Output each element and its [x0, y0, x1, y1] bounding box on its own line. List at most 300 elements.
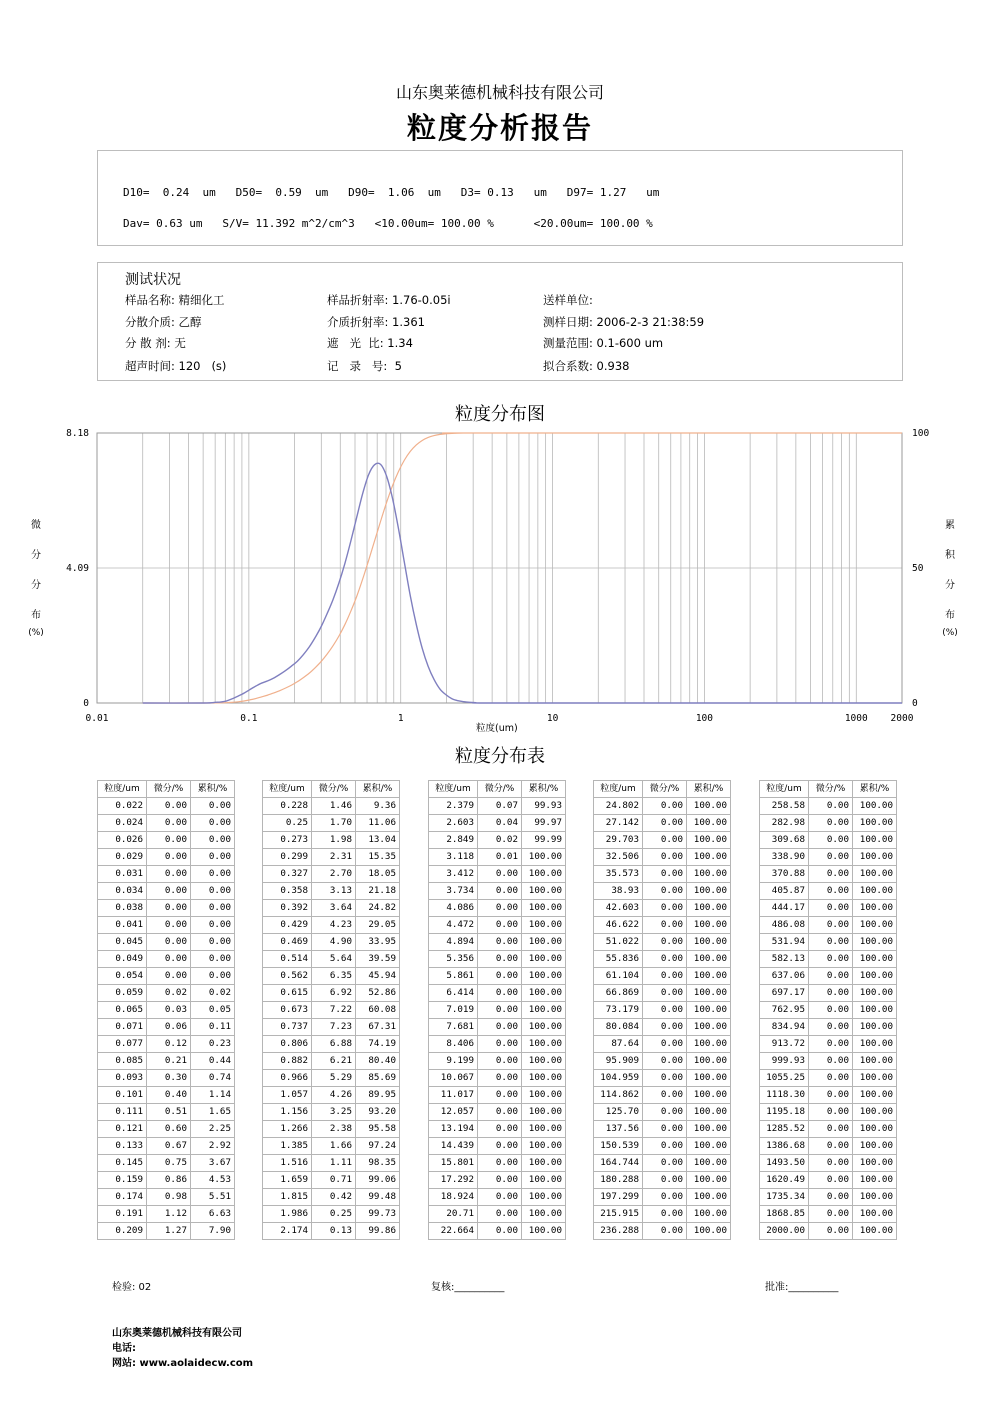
- cumulative-cell: 100.00: [687, 798, 731, 815]
- cumulative-cell: 100.00: [687, 900, 731, 917]
- size-cell: 17.292: [429, 1172, 478, 1189]
- distribution-table-3: [428, 780, 566, 1240]
- size-cell: 0.514: [263, 951, 312, 968]
- table-row: [594, 1223, 731, 1240]
- cumulative-cell: 0.00: [191, 883, 235, 900]
- differential-cell: 0.00: [147, 849, 191, 866]
- table-row: [760, 951, 897, 968]
- size-cell: 7.681: [429, 1019, 478, 1036]
- differential-cell: 0.86: [147, 1172, 191, 1189]
- differential-cell: 0.00: [643, 1002, 687, 1019]
- differential-cell: 0.00: [478, 1138, 522, 1155]
- cumulative-cell: 67.31: [356, 1019, 400, 1036]
- differential-cell: 0.00: [147, 917, 191, 934]
- size-cell: 0.429: [263, 917, 312, 934]
- cumulative-cell: 100.00: [687, 1138, 731, 1155]
- differential-cell: 0.00: [809, 849, 853, 866]
- size-cell: 0.882: [263, 1053, 312, 1070]
- cumulative-cell: 100.00: [853, 1223, 897, 1240]
- cumulative-cell: 100.00: [853, 900, 897, 917]
- cumulative-cell: 100.00: [853, 1070, 897, 1087]
- cumulative-cell: 100.00: [853, 883, 897, 900]
- table-header-cell: 粒度/um: [760, 781, 809, 798]
- size-cell: 1493.50: [760, 1155, 809, 1172]
- cond-record: 记 录 号: 5: [327, 359, 402, 373]
- summary-line-2: Dav= 0.63 um S/V= 11.392 m^2/cm^3 <10.00um= 100.00 % <20.00um= 100.00 %: [123, 217, 653, 230]
- size-cell: 15.801: [429, 1155, 478, 1172]
- cumulative-cell: 74.19: [356, 1036, 400, 1053]
- differential-cell: 0.00: [478, 866, 522, 883]
- differential-cell: 4.90: [312, 934, 356, 951]
- table-row: [429, 1104, 566, 1121]
- size-cell: 0.133: [98, 1138, 147, 1155]
- differential-cell: 3.13: [312, 883, 356, 900]
- cumulative-cell: 100.00: [853, 1104, 897, 1121]
- cumulative-cell: 0.00: [191, 849, 235, 866]
- table-row: [429, 1053, 566, 1070]
- table-row: [429, 815, 566, 832]
- differential-cell: 0.00: [643, 1036, 687, 1053]
- size-cell: 1.516: [263, 1155, 312, 1172]
- left-ylabel-4: 布: [31, 610, 41, 621]
- size-cell: 73.179: [594, 1002, 643, 1019]
- right-ylabel-5: (%): [942, 628, 958, 638]
- cumulative-cell: 100.00: [522, 985, 566, 1002]
- table-row: [594, 1121, 731, 1138]
- differential-cell: 0.00: [643, 1121, 687, 1138]
- size-cell: 215.915: [594, 1206, 643, 1223]
- size-cell: 35.573: [594, 866, 643, 883]
- table-header-row: [429, 781, 566, 798]
- distribution-table-1: [97, 780, 235, 1240]
- size-cell: 2.849: [429, 832, 478, 849]
- table-header-cell: 累积/%: [522, 781, 566, 798]
- table-row: [98, 798, 235, 815]
- differential-cell: 0.00: [478, 1121, 522, 1138]
- table-row: [98, 951, 235, 968]
- differential-cell: 0.00: [478, 1036, 522, 1053]
- cumulative-cell: 100.00: [853, 1053, 897, 1070]
- cumulative-cell: 89.95: [356, 1087, 400, 1104]
- differential-cell: 0.00: [643, 900, 687, 917]
- cumulative-cell: 29.05: [356, 917, 400, 934]
- cumulative-cell: 11.06: [356, 815, 400, 832]
- size-cell: 42.603: [594, 900, 643, 917]
- differential-cell: 2.31: [312, 849, 356, 866]
- size-cell: 0.085: [98, 1053, 147, 1070]
- table-row: [429, 798, 566, 815]
- differential-cell: 4.26: [312, 1087, 356, 1104]
- cumulative-cell: 13.04: [356, 832, 400, 849]
- table-row: [263, 1206, 400, 1223]
- size-cell: 0.191: [98, 1206, 147, 1223]
- table-row: [98, 815, 235, 832]
- table-row: [98, 832, 235, 849]
- size-cell: 9.199: [429, 1053, 478, 1070]
- size-cell: 80.084: [594, 1019, 643, 1036]
- cond-date: 测样日期: 2006-2-3 21:38:59: [543, 315, 705, 329]
- table-row: [263, 1121, 400, 1138]
- cumulative-cell: 39.59: [356, 951, 400, 968]
- right-y-tick-label: 50: [912, 563, 924, 574]
- differential-cell: 0.00: [478, 1087, 522, 1104]
- table-row: [429, 1002, 566, 1019]
- left-ylabel-1: 微: [31, 520, 41, 531]
- cond-range: 测量范围: 0.1-600 um: [543, 336, 664, 350]
- table-row: [760, 917, 897, 934]
- inspector-field: 检验: 02: [112, 1282, 152, 1293]
- differential-cell: 0.00: [809, 1019, 853, 1036]
- table-row: [760, 815, 897, 832]
- cumulative-cell: 100.00: [522, 1172, 566, 1189]
- size-cell: 6.414: [429, 985, 478, 1002]
- table-row: [429, 1189, 566, 1206]
- table-row: [594, 917, 731, 934]
- size-cell: 370.88: [760, 866, 809, 883]
- table-row: [594, 934, 731, 951]
- right-y-tick-label: 100: [912, 428, 930, 439]
- table-row: [760, 1053, 897, 1070]
- cumulative-cell: 0.00: [191, 900, 235, 917]
- size-cell: 3.118: [429, 849, 478, 866]
- cumulative-cell: 100.00: [687, 1036, 731, 1053]
- table-row: [263, 1053, 400, 1070]
- table-row: [98, 849, 235, 866]
- size-cell: 0.392: [263, 900, 312, 917]
- size-cell: 0.031: [98, 866, 147, 883]
- cond-medium-ri: 介质折射率: 1.361: [327, 315, 425, 329]
- table-row: [263, 917, 400, 934]
- size-cell: 913.72: [760, 1036, 809, 1053]
- size-cell: 0.026: [98, 832, 147, 849]
- cumulative-cell: 100.00: [522, 1019, 566, 1036]
- differential-cell: 0.00: [643, 985, 687, 1002]
- cumulative-cell: 100.00: [687, 866, 731, 883]
- differential-cell: 0.00: [478, 951, 522, 968]
- size-cell: 444.17: [760, 900, 809, 917]
- table-row: [594, 1206, 731, 1223]
- differential-cell: 0.00: [643, 866, 687, 883]
- table-row: [263, 1019, 400, 1036]
- table-row: [429, 934, 566, 951]
- cumulative-cell: 100.00: [522, 934, 566, 951]
- size-cell: 0.065: [98, 1002, 147, 1019]
- differential-cell: 0.00: [809, 951, 853, 968]
- x-tick-label: 1000: [844, 713, 868, 724]
- table-row: [263, 1172, 400, 1189]
- size-cell: 10.067: [429, 1070, 478, 1087]
- cond-obscuration: 遮 光 比: 1.34: [327, 336, 413, 350]
- size-cell: 282.98: [760, 815, 809, 832]
- cond-dispersant: 分 散 剂: 无: [125, 336, 186, 350]
- differential-cell: 3.25: [312, 1104, 356, 1121]
- size-cell: 11.017: [429, 1087, 478, 1104]
- size-cell: 0.209: [98, 1223, 147, 1240]
- table-row: [594, 798, 731, 815]
- size-cell: 0.673: [263, 1002, 312, 1019]
- footer-website: 网站: www.aolaidecw.com: [112, 1358, 254, 1369]
- table-header-cell: 粒度/um: [429, 781, 478, 798]
- differential-cell: 0.00: [809, 883, 853, 900]
- differential-cell: 0.00: [643, 849, 687, 866]
- distribution-table-2: [262, 780, 400, 1240]
- table-row: [429, 1138, 566, 1155]
- differential-cell: 1.27: [147, 1223, 191, 1240]
- differential-cell: 0.00: [809, 1155, 853, 1172]
- cumulative-cell: 0.00: [191, 815, 235, 832]
- size-cell: 0.806: [263, 1036, 312, 1053]
- cumulative-cell: 18.05: [356, 866, 400, 883]
- cumulative-cell: 100.00: [522, 1121, 566, 1138]
- table-row: [263, 815, 400, 832]
- table-header-cell: 累积/%: [853, 781, 897, 798]
- differential-cell: 0.00: [478, 917, 522, 934]
- table-row: [594, 1002, 731, 1019]
- size-cell: 0.054: [98, 968, 147, 985]
- differential-cell: 0.00: [147, 900, 191, 917]
- cond-medium: 分散介质: 乙醇: [125, 315, 202, 329]
- size-cell: 0.121: [98, 1121, 147, 1138]
- table-row: [760, 866, 897, 883]
- differential-cell: 1.66: [312, 1138, 356, 1155]
- size-cell: 1.385: [263, 1138, 312, 1155]
- cumulative-cell: 100.00: [687, 1206, 731, 1223]
- differential-cell: 1.12: [147, 1206, 191, 1223]
- differential-cell: 0.03: [147, 1002, 191, 1019]
- cumulative-cell: 100.00: [522, 883, 566, 900]
- size-cell: 1.986: [263, 1206, 312, 1223]
- differential-cell: 0.40: [147, 1087, 191, 1104]
- differential-cell: 0.00: [478, 1053, 522, 1070]
- size-cell: 4.894: [429, 934, 478, 951]
- size-cell: 3.734: [429, 883, 478, 900]
- differential-cell: 0.75: [147, 1155, 191, 1172]
- cumulative-cell: 45.94: [356, 968, 400, 985]
- differential-cell: 0.01: [478, 849, 522, 866]
- left-ylabel-2: 分: [31, 550, 41, 561]
- table-header-cell: 微分/%: [312, 781, 356, 798]
- size-cell: 0.045: [98, 934, 147, 951]
- differential-cell: 0.00: [478, 1070, 522, 1087]
- differential-cell: 0.00: [643, 832, 687, 849]
- cumulative-cell: 100.00: [687, 815, 731, 832]
- table-header-row: [760, 781, 897, 798]
- reviewer-field: 复核:__________: [431, 1282, 505, 1293]
- table-row: [429, 1036, 566, 1053]
- differential-cell: 0.00: [643, 951, 687, 968]
- table-row: [263, 849, 400, 866]
- table-row: [429, 832, 566, 849]
- table-row: [760, 1138, 897, 1155]
- size-cell: 405.87: [760, 883, 809, 900]
- size-cell: 24.802: [594, 798, 643, 815]
- table-header-cell: 微分/%: [809, 781, 853, 798]
- cumulative-cell: 100.00: [522, 1002, 566, 1019]
- cumulative-cell: 100.00: [522, 1070, 566, 1087]
- differential-cell: 5.29: [312, 1070, 356, 1087]
- size-cell: 0.059: [98, 985, 147, 1002]
- cumulative-cell: 100.00: [687, 917, 731, 934]
- cumulative-cell: 100.00: [687, 1155, 731, 1172]
- cumulative-cell: 100.00: [687, 968, 731, 985]
- table-row: [594, 1036, 731, 1053]
- size-cell: 531.94: [760, 934, 809, 951]
- differential-cell: 1.98: [312, 832, 356, 849]
- table-header-cell: 粒度/um: [594, 781, 643, 798]
- table-row: [263, 883, 400, 900]
- size-cell: 1.815: [263, 1189, 312, 1206]
- cumulative-cell: 100.00: [522, 900, 566, 917]
- table-row: [98, 934, 235, 951]
- right-ylabel-1: 累: [945, 520, 955, 531]
- size-cell: 2000.00: [760, 1223, 809, 1240]
- size-cell: 0.174: [98, 1189, 147, 1206]
- cumulative-cell: 100.00: [853, 1019, 897, 1036]
- table-row: [429, 1087, 566, 1104]
- size-cell: 1386.68: [760, 1138, 809, 1155]
- cumulative-cell: 0.00: [191, 951, 235, 968]
- cond-sample-ri: 样品折射率: 1.76-0.05i: [327, 293, 451, 307]
- cumulative-cell: 0.00: [191, 832, 235, 849]
- table-row: [263, 934, 400, 951]
- cumulative-cell: 100.00: [687, 883, 731, 900]
- cumulative-cell: 100.00: [853, 866, 897, 883]
- cumulative-cell: 99.48: [356, 1189, 400, 1206]
- size-cell: 95.909: [594, 1053, 643, 1070]
- size-cell: 1.659: [263, 1172, 312, 1189]
- cumulative-cell: 0.00: [191, 917, 235, 934]
- cumulative-cell: 100.00: [522, 1223, 566, 1240]
- differential-cell: 4.23: [312, 917, 356, 934]
- differential-cell: 0.00: [809, 1053, 853, 1070]
- table-row: [98, 968, 235, 985]
- size-cell: 20.71: [429, 1206, 478, 1223]
- differential-cell: 0.00: [478, 934, 522, 951]
- size-cell: 150.539: [594, 1138, 643, 1155]
- differential-cell: 0.00: [478, 883, 522, 900]
- table-row: [263, 1189, 400, 1206]
- differential-cell: 0.02: [478, 832, 522, 849]
- size-cell: 0.327: [263, 866, 312, 883]
- size-cell: 0.041: [98, 917, 147, 934]
- size-cell: 1735.34: [760, 1189, 809, 1206]
- table-row: [594, 951, 731, 968]
- cumulative-cell: 100.00: [853, 968, 897, 985]
- size-cell: 0.029: [98, 849, 147, 866]
- conditions-box: [97, 262, 903, 381]
- x-tick-label: 0.1: [240, 713, 258, 724]
- table-row: [760, 985, 897, 1002]
- differential-cell: 2.70: [312, 866, 356, 883]
- differential-cell: 0.00: [478, 1002, 522, 1019]
- cumulative-cell: 60.08: [356, 1002, 400, 1019]
- size-cell: 38.93: [594, 883, 643, 900]
- x-tick-label: 1: [397, 713, 404, 724]
- table-row: [98, 1053, 235, 1070]
- differential-cell: 1.70: [312, 815, 356, 832]
- table-row: [263, 900, 400, 917]
- left-ylabel-5: (%): [28, 628, 44, 638]
- table-row: [263, 798, 400, 815]
- table-row: [98, 917, 235, 934]
- table-row: [760, 1172, 897, 1189]
- cumulative-cell: 0.00: [191, 798, 235, 815]
- cumulative-cell: 100.00: [687, 1104, 731, 1121]
- size-cell: 104.959: [594, 1070, 643, 1087]
- cumulative-cell: 99.73: [356, 1206, 400, 1223]
- size-cell: 61.104: [594, 968, 643, 985]
- cond-fit: 拟合系数: 0.938: [543, 359, 630, 373]
- table-row: [760, 798, 897, 815]
- size-cell: 999.93: [760, 1053, 809, 1070]
- size-cell: 697.17: [760, 985, 809, 1002]
- cumulative-cell: 100.00: [853, 1121, 897, 1138]
- differential-cell: 0.00: [643, 1189, 687, 1206]
- size-cell: 1.156: [263, 1104, 312, 1121]
- differential-cell: 0.00: [809, 1087, 853, 1104]
- differential-cell: 0.00: [809, 968, 853, 985]
- table-row: [429, 968, 566, 985]
- table-row: [594, 1053, 731, 1070]
- summary-line-1: D10= 0.24 um D50= 0.59 um D90= 1.06 um D3= 0.13 um D97= 1.27 um: [123, 186, 660, 199]
- size-cell: 7.019: [429, 1002, 478, 1019]
- cumulative-cell: 100.00: [522, 1053, 566, 1070]
- table-row: [429, 1070, 566, 1087]
- table-header-cell: 粒度/um: [98, 781, 147, 798]
- size-cell: 46.622: [594, 917, 643, 934]
- size-cell: 18.924: [429, 1189, 478, 1206]
- differential-cell: 0.00: [478, 1223, 522, 1240]
- table-row: [98, 900, 235, 917]
- table-row: [594, 1087, 731, 1104]
- cumulative-cell: 0.05: [191, 1002, 235, 1019]
- cumulative-cell: 100.00: [687, 951, 731, 968]
- table-row: [98, 1104, 235, 1121]
- table-row: [429, 866, 566, 883]
- left-y-tick-label: 4.09: [66, 563, 89, 574]
- cumulative-cell: 1.65: [191, 1104, 235, 1121]
- size-cell: 180.288: [594, 1172, 643, 1189]
- table-row: [98, 1189, 235, 1206]
- differential-cell: 0.00: [147, 934, 191, 951]
- table-row: [594, 849, 731, 866]
- distribution-table-4: [593, 780, 731, 1240]
- table-row: [98, 1223, 235, 1240]
- table-row: [98, 1019, 235, 1036]
- right-ylabel-2: 积: [945, 550, 955, 561]
- cumulative-cell: 100.00: [687, 1053, 731, 1070]
- differential-cell: 1.11: [312, 1155, 356, 1172]
- table-row: [263, 1223, 400, 1240]
- differential-cell: 0.00: [478, 1019, 522, 1036]
- distribution-table-5: [759, 780, 897, 1240]
- cumulative-cell: 99.06: [356, 1172, 400, 1189]
- left-ylabel-3: 分: [31, 580, 41, 591]
- table-header-cell: 累积/%: [356, 781, 400, 798]
- cumulative-cell: 100.00: [853, 1155, 897, 1172]
- table-row: [263, 968, 400, 985]
- table-row: [594, 1138, 731, 1155]
- cumulative-cell: 100.00: [853, 1206, 897, 1223]
- table-row: [760, 934, 897, 951]
- size-cell: 1620.49: [760, 1172, 809, 1189]
- cumulative-cell: 100.00: [853, 1138, 897, 1155]
- left-y-tick-label: 8.18: [66, 428, 89, 439]
- differential-cell: 0.00: [809, 798, 853, 815]
- differential-cell: 0.00: [809, 985, 853, 1002]
- table-row: [594, 883, 731, 900]
- size-cell: 0.093: [98, 1070, 147, 1087]
